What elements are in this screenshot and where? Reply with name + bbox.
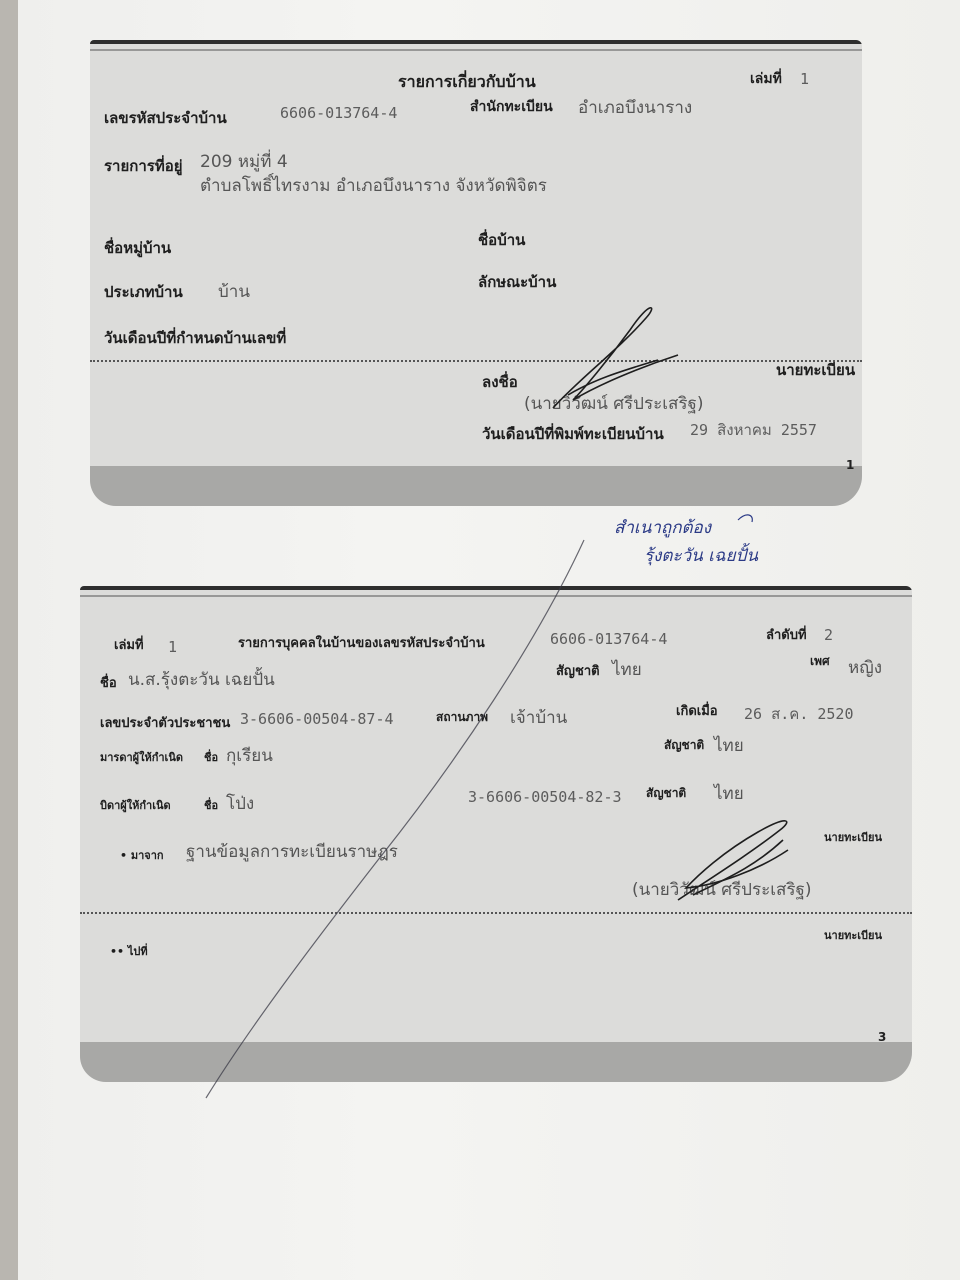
- mother-nationality-label: สัญชาติ: [664, 738, 705, 752]
- moved-to-label: •• ไปที่: [110, 945, 148, 958]
- card1-signature-scribble: [553, 308, 678, 408]
- name-value: น.ส.รุ้งตะวัน เฉยปั้น: [128, 670, 275, 690]
- card2-registrar-label-2: นายทะเบียน: [824, 929, 883, 942]
- house-type-label: ประเภทบ้าน: [104, 283, 183, 301]
- status-value: เจ้าบ้าน: [510, 708, 568, 728]
- village-label: ชื่อหมู่บ้าน: [104, 239, 172, 257]
- nationality-label: สัญชาติ: [556, 664, 600, 679]
- id-value: 3-6606-00504-87-4: [240, 710, 394, 728]
- sign-label: ลงชื่อ: [482, 373, 518, 391]
- card2-house-code: 6606-013764-4: [550, 630, 668, 648]
- card2-title: รายการบุคคลในบ้านของเลขรหัสประจำบ้าน: [238, 636, 485, 651]
- handwritten-certified-copy: สำเนาถูกต้อง: [614, 518, 712, 538]
- moved-from-label: • มาจาก: [120, 849, 164, 862]
- birth-label: เกิดเมื่อ: [676, 704, 718, 719]
- card2-volume-value: 1: [168, 638, 178, 656]
- card2-signature-scribble: [678, 821, 788, 900]
- father-nationality-label: สัญชาติ: [646, 786, 687, 800]
- order-label: ลำดับที่: [766, 628, 807, 643]
- handwriting-overlay: [18, 0, 960, 1280]
- house-code-value: 6606-013764-4: [280, 104, 398, 122]
- sex-label: เพศ: [810, 654, 830, 668]
- document-paper: [18, 0, 960, 1280]
- handwritten-note-underline: [738, 515, 752, 522]
- assigned-date-label: วันเดือนปีที่กำหนดบ้านเลขที่: [104, 329, 287, 347]
- address-line-1: 209 หมู่ที่ 4: [200, 152, 288, 172]
- name-label: ชื่อ: [100, 676, 117, 691]
- birth-value: 26 ส.ค. 2520: [744, 705, 854, 723]
- card1-title: รายการเกี่ยวกับบ้าน: [398, 72, 536, 91]
- house-code-label: เลขรหัสประจำบ้าน: [104, 109, 227, 127]
- card2-registrar-label: นายทะเบียน: [824, 831, 883, 844]
- father-name-label: ชื่อ: [204, 799, 219, 812]
- house-type-value: บ้าน: [218, 282, 250, 302]
- card1-registrar-label: นายทะเบียน: [776, 361, 856, 379]
- mother-label: มารดาผู้ให้กำเนิด: [100, 751, 183, 764]
- card2-page-number: 3: [878, 1030, 887, 1044]
- father-label: บิดาผู้ให้กำเนิด: [100, 799, 171, 812]
- print-date-label: วันเดือนปีที่พิมพ์ทะเบียนบ้าน: [482, 425, 664, 443]
- order-value: 2: [824, 626, 834, 644]
- registry-office-value: อำเภอบึงนาราง: [578, 98, 693, 118]
- nationality-value: ไทย: [612, 660, 642, 680]
- sex-value: หญิง: [848, 658, 882, 678]
- mother-name-value: กุเรียน: [226, 746, 273, 766]
- house-name-label: ชื่อบ้าน: [478, 231, 526, 249]
- moved-from-value: ฐานข้อมูลการทะเบียนราษฎร: [186, 842, 398, 862]
- diagonal-pen-stroke: [206, 540, 584, 1098]
- mother-name-label: ชื่อ: [204, 751, 219, 764]
- registry-office-label: สำนักทะเบียน: [470, 99, 553, 115]
- card1-volume-label: เล่มที่: [750, 71, 782, 87]
- address-label: รายการที่อยู่: [104, 157, 183, 175]
- father-id-value: 3-6606-00504-82-3: [468, 788, 622, 806]
- card2-volume-label: เล่มที่: [114, 638, 144, 653]
- card1-page-number: 1: [846, 458, 855, 472]
- card1-signer-name: (นายวิวัฒน์ ศรีประเสริฐ): [524, 394, 704, 414]
- address-line-2: ตำบลโพธิ์ไทรงาม อำเภอบึงนาราง จังหวัดพิจิตร: [200, 176, 547, 196]
- mother-nationality-value: ไทย: [714, 736, 744, 756]
- father-nationality-value: ไทย: [714, 784, 744, 804]
- card1-volume-value: 1: [800, 70, 810, 88]
- status-label: สถานภาพ: [436, 710, 489, 724]
- print-date-value: 29 สิงหาคม 2557: [690, 421, 817, 439]
- card2-signer-name: (นายวิวัฒน์ ศรีประเสริฐ): [632, 880, 812, 900]
- father-name-value: โป่ง: [226, 794, 255, 814]
- handwritten-signer-name: รุ้งตะวัน เฉยปั้น: [644, 546, 758, 566]
- id-label: เลขประจำตัวประชาชน: [100, 716, 231, 731]
- house-feature-label: ลักษณะบ้าน: [478, 273, 557, 291]
